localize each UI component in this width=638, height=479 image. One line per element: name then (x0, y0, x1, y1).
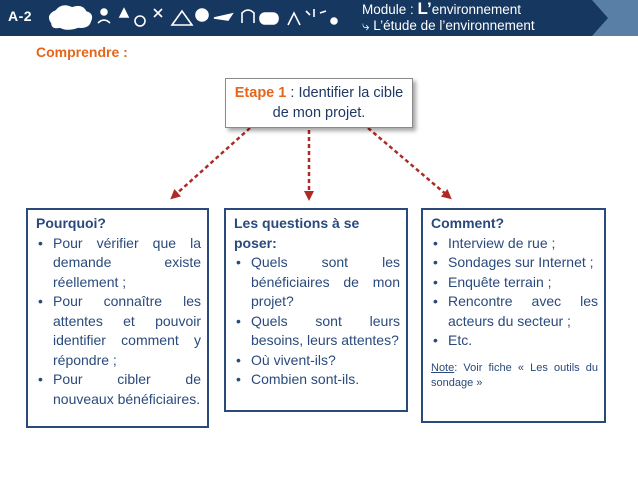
arrow-left (174, 128, 250, 196)
step-box (225, 78, 413, 128)
card-title: Les questions à se poser: (234, 215, 360, 251)
list-item: • Sondages sur Internet ; (431, 253, 598, 273)
list-item: • Enquête terrain ; (431, 273, 598, 293)
list-item: • Combien sont-ils. (234, 370, 400, 390)
list-item: • Pour vérifier que la demande existe réellement ; (36, 234, 201, 293)
list-item: • Interview de rue ; (431, 234, 598, 254)
card-list (36, 234, 201, 410)
list-item: • Pour connaître les attentes et pouvoir identifier comment y répondre ; (36, 292, 201, 370)
list-item: • Rencontre avec les acteurs du secteur ; (431, 292, 598, 331)
module-name: environnement (431, 2, 522, 17)
list-item: • Quels sont les bénéficiaires de mon projet? (234, 253, 400, 312)
arrow-right (368, 128, 448, 196)
list-item: • Quels sont leurs besoins, leurs attentes? (234, 312, 400, 351)
step-label: Etape 1 (234, 85, 287, 101)
section-title: Comprendre : (36, 44, 128, 60)
card-list (234, 253, 400, 390)
list-item: • Pour cibler de nouveaux bénéficiaires. (36, 370, 201, 409)
card-title: Comment? (431, 215, 505, 231)
list-item: • Etc. (431, 331, 598, 351)
note-label: Note (431, 361, 455, 374)
module-code: A-2 (8, 8, 33, 24)
note-text: : Voir fiche « Les outils du sondage » (431, 361, 598, 389)
card-title: Pourquoi? (36, 215, 106, 231)
list-item: • Où vivent-ils? (234, 351, 400, 371)
module-letter: L’ (417, 0, 432, 18)
step-text: : Identifier la cible de mon projet. (272, 85, 404, 121)
module-prefix: Module : (362, 2, 418, 17)
card-comment (421, 208, 606, 423)
card-pourquoi (26, 208, 209, 428)
note (431, 361, 598, 391)
module-subtitle: ⤷ L’étude de l’environnement (362, 18, 535, 33)
card-list (431, 234, 598, 351)
card-questions (224, 208, 408, 412)
